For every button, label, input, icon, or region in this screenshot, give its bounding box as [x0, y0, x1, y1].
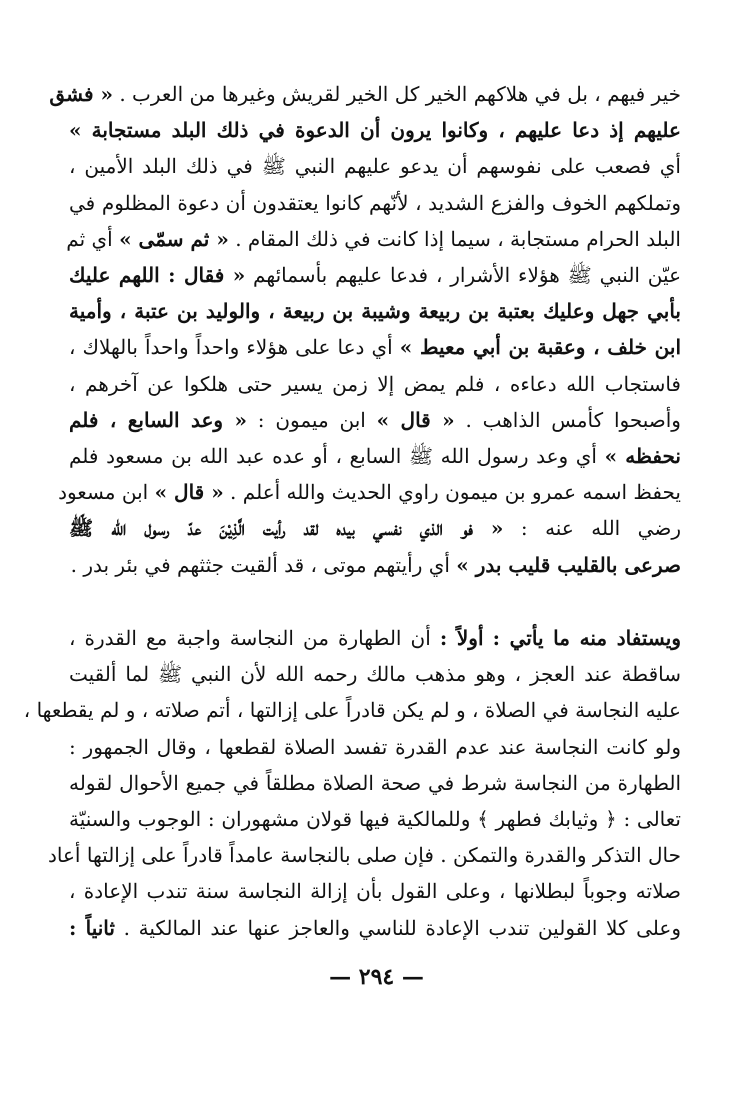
paragraph-1-line — [69, 112, 681, 148]
bold-phrase: أولاً : — [439, 626, 484, 650]
bold-phrase: ابن خلف ، وعقبة بن أبي معيط » — [399, 335, 681, 360]
paragraph-2-line: وعلى كلا القولين تندب الإعادة للناسي والعاجز عنها عند المالكية . ثانياً : — [69, 915, 682, 940]
bold-phrase: « فقال : اللهم عليك — [69, 263, 246, 287]
paragraph-1-line: صرعى بالقليب قليب بدر » أي رأيتهم موتى ، قد ألقيت جثثهم في بئر بدر . — [70, 552, 681, 577]
bold-phrase: ثانياً : — [69, 915, 115, 940]
paragraph-2-line: صلاته وجوباً لبطلانها ، وعلى القول بأن إزالة النجاسة سنة تندب الإعادة ، — [69, 879, 681, 904]
paragraph-2-line: ويستفاد منه ما يأتي : أولاً : أن الطهارة من النجاسة واجبة مع القدرة ، — [69, 626, 681, 650]
bold-phrase: صرعى بالقليب قليب بدر » — [456, 552, 681, 577]
paragraph-1-line: رضي الله عنه : « فو الذي نفسي بيده لقد رأيت الَّذِيْنَ عدّ رسول الله ﷺ — [69, 516, 681, 541]
bold-phrase: « فو الذي نفسي بيده لقد رأيت الَّذِيْنَ عدّ رسول الله ﷺ — [69, 516, 504, 541]
paragraph-1-line: أي فصعب على نفوسهم أن يدعو عليهم النبي ﷺ في ذلك البلد الأمين ، — [69, 154, 681, 179]
paragraph-2-line: الطهارة من النجاسة شرط في صحة الصلاة مطلقاً في جميع الأحوال لقوله — [69, 770, 681, 795]
bold-phrase: « قال » — [376, 407, 455, 432]
paragraph-2-line: ولو كانت النجاسة عند عدم القدرة تفسد الصلاة لقطعها ، وقال الجمهور : — [69, 734, 681, 759]
paragraph-1-line: وأصبحوا كأمس الذاهب . « قال » ابن ميمون : « وعد السابع ، فلم — [69, 407, 681, 432]
bold-phrase: « ثم سمّى » — [119, 226, 229, 251]
bold-phrase: ويستفاد منه ما يأتي : — [492, 626, 681, 650]
bold-phrase: « قال » — [154, 480, 224, 505]
paragraph-1-line: عيّن النبي ﷺ هؤلاء الأشرار ، فدعا عليهم بأسمائهم « فقال : اللهم عليك — [69, 263, 681, 287]
paragraph-2-line: حال التذكر والقدرة والتمكن . فإن صلى بالنجاسة عامداً قادراً على إزالتها أعاد — [48, 843, 681, 868]
paragraph-2-line: ساقطة عند العجز ، وهو مذهب مالك رحمه الله لأن النبي ﷺ لما ألقيت — [69, 662, 681, 687]
paragraph-1-line: وتملكهم الخوف والفزع الشديد ، لأنّهم كانوا يعتقدون أن دعوة المظلوم في — [69, 190, 681, 215]
paragraph-1-line: نحفظه » أي وعد رسول الله ﷺ السابع ، أو عده عبد الله بن مسعود فلم — [69, 444, 681, 468]
paragraph-1-line: فاستجاب الله دعاءه ، فلم يمض إلا زمن يسير حتى هلكوا عن آخرهم ، — [69, 371, 681, 396]
paragraph-1-line: خير فيهم ، بل في هلاكهم الخير كل الخير لقريش وغيرها من العرب . « فشق — [49, 82, 681, 106]
paragraph-1-line: يحفظ اسمه عمرو بن ميمون راوي الحديث والله أعلم . « قال » ابن مسعود — [58, 480, 681, 505]
paragraph-1-line: البلد الحرام مستجابة ، سيما إذا كانت في ذلك المقام . « ثم سمّى » أي ثم — [66, 226, 681, 251]
page-number: — ٢٩٤ — — [329, 964, 424, 990]
bold-phrase: بأبي جهل وعليك بعتبة بن ربيعة وشيبة بن ربيعة ، والوليد بن عتبة ، وأمية — [69, 299, 681, 324]
bold-phrase: « فشق — [49, 82, 113, 106]
paragraph-1-line — [69, 293, 681, 329]
paragraph-2-line: عليه النجاسة في الصلاة ، و لم يكن قادراً على إزالتها ، أتم صلاته ، و لم يقطعها ، — [23, 698, 681, 723]
bold-phrase: نحفظه » — [604, 444, 681, 468]
paragraph-1-line: ابن خلف ، وعقبة بن أبي معيط » أي دعا على هؤلاء واحداً واحداً بالهلاك ، — [69, 335, 681, 360]
bold-phrase: عليهم إذ دعا عليهم ، وكانوا يرون أن الدعوة في ذلك البلد مستجابة » — [69, 118, 681, 143]
paragraph-2-line: تعالى : ﴿ وثيابك فطهر ﴾ وللمالكية فيها قولان مشهوران : الوجوب والسنيّة — [69, 807, 681, 831]
bold-phrase: « وعد السابع ، فلم — [69, 407, 247, 432]
